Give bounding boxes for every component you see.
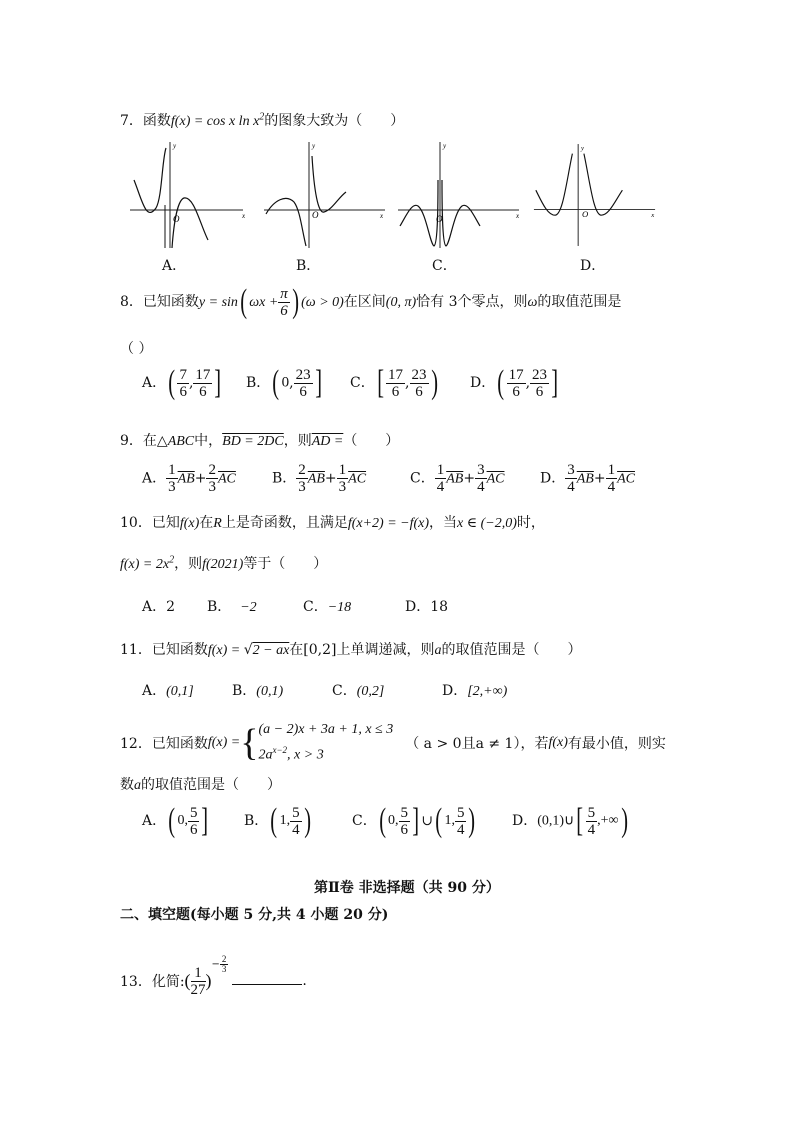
q8b-label: B． [246, 375, 271, 391]
q8c-lbr: [ [376, 364, 384, 401]
q12-stem: 12．已知函数f(x) ={ (a − 2)x + 3a + 1, x ≤ 3 $2a^{x-2}$, x > 3 （ a > 0且a ≠ 1），若f(x)有最小值，则实 [120, 721, 666, 764]
q12-a: a [134, 778, 141, 793]
q12b-label: B． [244, 813, 269, 829]
q10c-label: C． [303, 599, 328, 615]
q10-zai: 在 [199, 515, 214, 531]
q9-then: ，则 [283, 433, 312, 449]
q8d-label: D． [470, 375, 496, 391]
svg-text:O: O [312, 210, 319, 220]
q11a-value: (0,1] [166, 684, 194, 699]
q9c-ac: $\overline{AC}$ [486, 471, 505, 487]
q9b-label: B． [272, 470, 297, 487]
q11d-label: D． [442, 683, 468, 699]
q9-stem [120, 430, 399, 450]
q10-f2021: f(2021) [202, 557, 244, 572]
q9-prefix: 9．在 [120, 433, 157, 449]
q8b-d2: 6 [299, 383, 307, 400]
q9d-c1d: 4 [567, 479, 575, 495]
q8-text-d: 的取值范围是 [537, 294, 622, 310]
q13-num: 1 [191, 965, 206, 982]
q11-a: a [434, 643, 442, 658]
q11d-value: [2,+∞) [467, 684, 508, 699]
q12-option-c[interactable]: C．( 0, $\frac{5}{6}$ ] ∪( 1, $\frac{5}{4}$ ) [352, 802, 476, 839]
q9a-ac: $\overline{AC}$ [217, 471, 236, 487]
q8c-d1: 6 [391, 383, 400, 400]
q8-option-b[interactable]: B．( 0, $\frac{23}{6}$ ] [246, 364, 322, 401]
q13-stem: 13．化简:( $\frac{1}{27}$ )$^{- \frac{2}{3}}$ . [120, 954, 307, 998]
q9-option-b[interactable]: B． $\frac{2}{3}$ $\overline{AB}+$ $\frac{1}{3}$ $\overline{AC}$ [272, 462, 367, 495]
q10-odd: 上是奇函数，且满足 [221, 515, 348, 531]
q8-function: y = sin [198, 295, 238, 310]
svg-text:x: x [516, 212, 520, 220]
q9-option-a[interactable]: A． $\frac{1}{3}$ $\overline{AB}+$ $\frac{2}{3}$ $\overline{AC}$ [142, 462, 236, 495]
q12-case2sup: x−2 [272, 745, 288, 755]
q7-label-a: A． [162, 258, 187, 274]
q11-text-c: 的取值范围是（ ） [441, 642, 582, 658]
q8a-lbr: ( [168, 364, 176, 401]
q8-option-c[interactable]: C．[ $\frac{17}{6}$ , $\frac{23}{6}$ ) [350, 364, 438, 401]
q11a-label: A． [142, 683, 167, 699]
q12-cond: （ a > 0且a ≠ 1），若 [405, 735, 549, 752]
q10c-value: −18 [327, 600, 352, 615]
q12-func: f(x) = [207, 734, 241, 750]
q10-when: ，当 [429, 515, 458, 531]
q8-paren: （ ） [120, 341, 153, 357]
q9c-c2d: 4 [477, 479, 485, 495]
q10-option-b[interactable] [207, 596, 257, 616]
q9-triangle: △ABC [156, 434, 195, 449]
q7-prefix: 7．函数 [120, 113, 171, 129]
q12-text-d: 的取值范围是（ ） [141, 777, 281, 793]
q9d-ac: $\overline{AC}$ [617, 471, 635, 487]
q9c-c1d: 4 [436, 479, 445, 495]
q10-equation: f(x+2) = −f(x) [347, 516, 430, 531]
q11-text-b: 在[0,2]上单调递减，则 [289, 642, 435, 658]
svg-text:O: O [436, 214, 443, 224]
svg-text:x: x [651, 212, 655, 220]
q10-stem-line2 [120, 553, 327, 573]
q10-domain: x ∈ (−2,0) [457, 516, 517, 531]
q13-exp-n: 2 [221, 954, 227, 964]
fill-in-heading: 二、填空题(每小题 5 分,共 4 小题 20 分) [120, 907, 389, 923]
q9-paren: （ ） [343, 433, 400, 449]
q12-option-b[interactable]: B．( 1, $\frac{5}{4}$ ) [244, 802, 311, 839]
q8b-n1: 0 [281, 374, 290, 391]
q9-option-c[interactable]: C． $\frac{1}{4}$ $\overline{AB}+$ $\frac{3}{4}$ $\overline{AC}$ [410, 462, 505, 495]
q8a-label: A． [142, 375, 167, 391]
q7-stem [120, 110, 404, 130]
q8-omega: ω [527, 295, 538, 310]
q11c-value: (0,2] [356, 684, 385, 699]
q9b-c1d: 3 [298, 479, 306, 495]
q10-ze: ，则 [174, 556, 203, 572]
q8b-n2: 23 [295, 366, 311, 383]
q8a-n2: 17 [195, 366, 211, 383]
q7-suffix: 的图象大致为（ ） [264, 113, 405, 129]
svg-text:y: y [581, 144, 585, 152]
q13-exp-d: 3 [221, 964, 227, 974]
q13-den: 27 [190, 981, 206, 998]
q8-option-a[interactable]: A．( $\frac{7}{6}$ , $\frac{17}{6}$ ] [142, 364, 222, 401]
q9a-c2n: 2 [208, 462, 216, 478]
q7-exponent: 2 [259, 111, 265, 123]
q9b-ac: $\overline{AC}$ [348, 471, 367, 487]
q8-stem: 8．已知函数y = sin( ωx + $\frac{\pi}{6}$ ) (ω > 0)在区间(0, π)恰有 3个零点，则ω的取值范围是 [120, 283, 622, 320]
q9c-label: C． [410, 470, 435, 487]
q9a-c2d: 3 [208, 479, 216, 495]
q13-answer-blank[interactable] [232, 984, 302, 985]
q9-equation: BD = 2DC [222, 434, 284, 449]
q7-label-c: C． [432, 258, 457, 274]
q7-label-d: D． [580, 258, 606, 274]
q10-stem-line1 [120, 512, 545, 532]
q11c-label: C． [332, 683, 357, 699]
q8d-d2: 6 [535, 383, 544, 400]
q10b-value: −2 [240, 600, 257, 615]
q8c-d2: 6 [415, 383, 423, 400]
q9b-ab: $\overline{AB}$ [307, 471, 325, 487]
q8a-d2: 6 [199, 383, 207, 400]
q11-option-b[interactable] [232, 680, 283, 700]
q12-text-b: 有最小值，则实 [567, 735, 666, 752]
q10-option-d[interactable]: D．18 [405, 599, 449, 615]
q9d-c1n: 3 [567, 462, 575, 478]
q10b-label: B． [207, 599, 232, 615]
q8a-rbr: ] [214, 364, 222, 401]
svg-text:y: y [173, 142, 177, 150]
q8d-rbr: ] [551, 364, 559, 401]
q7a-origin: O [173, 214, 180, 224]
q8a-n1: 7 [179, 366, 187, 383]
q8-option-d[interactable]: D．( $\frac{17}{6}$ , $\frac{23}{6}$ ] [470, 364, 559, 401]
q10-equals: 等于（ ） [243, 556, 328, 572]
q11-prefix: 11．已知函数 [120, 642, 208, 658]
q8-text-c: 恰有 3个零点，则 [416, 294, 528, 310]
q11-option-a[interactable] [142, 680, 194, 700]
q10-fx: f(x) [179, 516, 200, 531]
q12-prefix: 12．已知函数 [120, 735, 208, 752]
q11-radicand: 2 − ax [252, 643, 290, 658]
q9-ad: AD = [311, 434, 344, 449]
q8-six: 6 [280, 302, 288, 319]
q11-func: f(x) = [207, 643, 244, 658]
q11b-label: B． [232, 683, 257, 699]
q13-period: . [302, 973, 307, 989]
q10-R: R [213, 516, 222, 531]
q9b-c2n: 1 [338, 462, 347, 478]
svg-text:y: y [443, 142, 447, 150]
q8-inner: ωx + [249, 295, 279, 310]
q7-graph-c [396, 140, 521, 250]
q9a-c1n: 1 [168, 462, 176, 478]
q9-option-d[interactable]: D． $\frac{3}{4}$ $\overline{AB}+$ $\frac{1}{4}$ $\overline{AC}$ [540, 462, 635, 495]
q11-option-c[interactable] [332, 680, 384, 700]
q11-stem: 11．已知函数f(x) = √2 − ax在[0,2]上单调递减，则a的取值范围是（ ） [120, 642, 582, 658]
q9c-c1n: 1 [436, 462, 445, 478]
q12d-label: D． [512, 813, 538, 829]
q12-cases [258, 720, 393, 766]
q7-label-b: B． [296, 258, 321, 274]
q12a-label: A． [142, 813, 167, 829]
q12-shu: 数 [120, 777, 134, 793]
q12c-label: C． [352, 813, 377, 829]
q8-pi: π [280, 285, 288, 302]
q11-option-d[interactable] [442, 680, 507, 700]
q13-exp-sign: − [211, 959, 220, 970]
q9a-c1d: 3 [168, 479, 176, 495]
q8c-n2: 23 [411, 366, 427, 383]
q12-option-a[interactable]: A．( 0, $\frac{5}{6}$ ] [142, 802, 209, 839]
q7-graph-d [532, 140, 657, 250]
q10-prefix: 10．已知 [120, 515, 180, 531]
q10-option-c[interactable] [303, 596, 351, 616]
section-2-title: 第Ⅱ卷 非选择题（共 90 分） [314, 880, 500, 896]
q8b-lbr: ( [272, 364, 280, 401]
svg-text:x: x [242, 212, 246, 220]
q8-prefix: 8．已知函数 [120, 294, 199, 310]
q9a-ab: $\overline{AB}$ [177, 471, 195, 487]
svg-text:O: O [582, 209, 589, 220]
q8a-d1: 6 [179, 383, 187, 400]
q10-option-a[interactable]: A．2 [142, 599, 176, 615]
svg-text:x: x [380, 212, 384, 220]
q8c-label: C． [350, 375, 375, 391]
q9c-ab: $\overline{AB}$ [446, 471, 464, 487]
q9d-c2d: 4 [607, 479, 616, 495]
q8-condition: (ω > 0) [301, 295, 344, 310]
q10-shi: 时， [516, 515, 545, 531]
q9c-c2n: 3 [477, 462, 485, 478]
q12-option-d[interactable]: D．(0,1)∪[ $\frac{5}{4}$ ,+∞) [512, 802, 628, 839]
q8-text-b: 在区间 [343, 294, 386, 310]
q8-interval: (0, π) [385, 295, 417, 310]
q8b-rbr: ] [314, 364, 322, 401]
q9b-c2d: 3 [338, 479, 347, 495]
q9-zhong: 中， [194, 433, 223, 449]
q8c-n1: 17 [388, 366, 404, 383]
q8d-d1: 6 [512, 383, 520, 400]
q11b-value: (0,1) [256, 684, 284, 699]
q12-case2a: 2a [258, 747, 273, 763]
q8d-lbr: ( [497, 364, 505, 401]
q12-case1: (a − 2)x + 3a + 1, x ≤ 3 [258, 722, 394, 737]
svg-text:y: y [312, 142, 316, 150]
q8d-n1: 17 [508, 366, 524, 383]
q13-prefix: 13．化简: [120, 974, 185, 990]
q8d-n2: 23 [532, 366, 548, 383]
q8c-rbr: ) [430, 364, 438, 401]
q12-stem-line2 [120, 774, 281, 794]
q7-graph-a [128, 140, 253, 250]
q10-sup: 2 [169, 554, 175, 566]
q7-graph-b [262, 140, 387, 250]
q9d-ab: $\overline{AB}$ [576, 471, 594, 487]
q10-fdef: f(x) = 2x [120, 557, 170, 572]
q12-case2b: , x > 3 [287, 747, 324, 763]
q9d-c2n: 1 [607, 462, 616, 478]
q9a-label: A． [142, 470, 167, 487]
q9d-label: D． [540, 470, 566, 487]
q12-fx: f(x) [548, 734, 568, 750]
q7-function: f(x) = cos x ln x [170, 114, 260, 129]
q9b-c1n: 2 [298, 462, 306, 478]
